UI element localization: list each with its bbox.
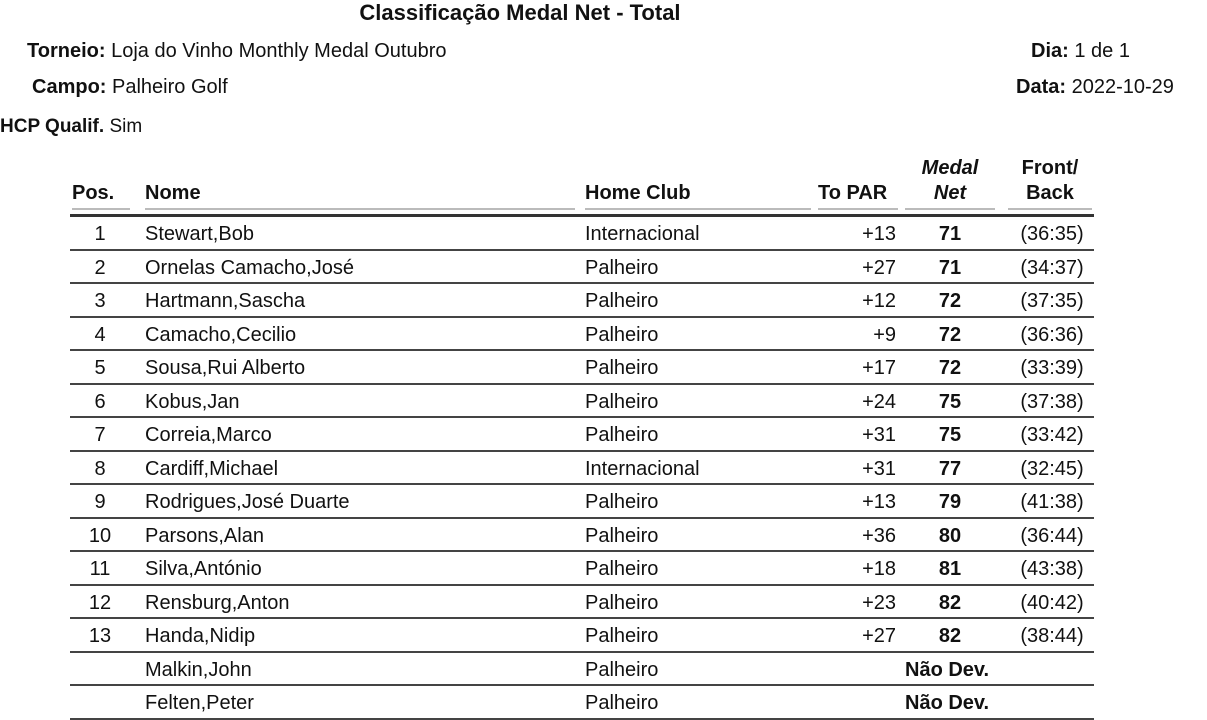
position: 10 — [88, 524, 112, 547]
front-back: (36:44) — [1020, 524, 1084, 547]
hcp-label: HCP Qualif. — [0, 116, 105, 137]
header-front-back-line2: Back — [1026, 182, 1074, 204]
home-club: Palheiro — [585, 290, 659, 312]
to-par: +13 — [862, 491, 896, 513]
front-back: (40:42) — [1020, 591, 1084, 614]
data-label: Data: — [1016, 76, 1067, 98]
torneio-value: Loja do Vinho Monthly Medal Outubro — [111, 40, 447, 62]
player-name: Rensburg,Anton — [145, 591, 290, 614]
table-row — [70, 586, 1094, 620]
header-to-par: To PAR — [818, 181, 898, 210]
player-name: Sousa,Rui Alberto — [145, 357, 306, 379]
medal-net: 82 — [938, 591, 962, 614]
table-row — [70, 485, 1094, 519]
position: 2 — [94, 256, 106, 279]
page-title: Classificação Medal Net - Total — [359, 0, 681, 25]
front-back: (43:38) — [1020, 558, 1084, 580]
header-medal-net — [905, 156, 995, 210]
tournament-info — [27, 40, 446, 63]
front-back: (33:42) — [1020, 424, 1084, 446]
dia-label: Dia: — [1031, 40, 1069, 62]
player-name: Cardiff,Michael — [145, 457, 279, 480]
home-club: Palheiro — [585, 390, 659, 413]
player-name: Camacho,Cecilio — [145, 323, 297, 346]
home-club: Palheiro — [585, 256, 659, 279]
table-row — [70, 351, 1094, 385]
medal-net: 72 — [938, 357, 962, 379]
to-par: +13 — [862, 223, 896, 245]
results-table — [70, 217, 1094, 720]
header-front-back — [1008, 156, 1092, 210]
date-info — [1016, 76, 1174, 99]
to-par: +18 — [862, 558, 896, 580]
player-name: Ornelas Camacho,José — [145, 256, 354, 279]
medal-net: 71 — [938, 256, 962, 279]
medal-net: 81 — [938, 558, 962, 580]
front-back: (32:45) — [1020, 457, 1084, 480]
player-name: Handa,Nidip — [145, 625, 256, 647]
to-par: +27 — [862, 256, 896, 279]
home-club: Internacional — [585, 223, 700, 245]
medal-net: 75 — [938, 390, 962, 413]
to-par: +23 — [862, 591, 896, 614]
medal-net: 71 — [938, 223, 962, 245]
medal-net: 72 — [938, 323, 962, 346]
position: 4 — [94, 323, 106, 346]
table-row — [70, 452, 1094, 486]
hcp-info — [0, 116, 142, 138]
day-info — [1031, 40, 1130, 63]
campo-value: Palheiro Golf — [112, 76, 228, 98]
not-returned: Não Dev. — [905, 658, 990, 681]
position: 7 — [94, 424, 106, 446]
position: 1 — [94, 223, 106, 245]
home-club: Palheiro — [585, 323, 659, 346]
header-medal-net-line1: Medal — [921, 157, 979, 179]
table-row — [70, 318, 1094, 352]
home-club: Palheiro — [585, 625, 659, 647]
front-back: (38:44) — [1020, 625, 1084, 647]
to-par: +36 — [862, 524, 896, 547]
to-par: +9 — [873, 323, 896, 346]
player-name: Correia,Marco — [145, 424, 272, 446]
medal-net: 82 — [938, 625, 962, 647]
table-row — [70, 251, 1094, 285]
data-value: 2022-10-29 — [1071, 76, 1174, 98]
to-par: +24 — [862, 390, 896, 413]
home-club: Palheiro — [585, 357, 659, 379]
hcp-value: Sim — [109, 116, 143, 137]
front-back: (37:38) — [1020, 390, 1084, 413]
front-back: (34:37) — [1020, 256, 1084, 279]
table-row — [70, 653, 1094, 687]
position: 11 — [89, 558, 111, 580]
player-name: Hartmann,Sascha — [145, 290, 306, 312]
front-back: (41:38) — [1020, 491, 1084, 513]
medal-net: 72 — [938, 290, 962, 312]
medal-net: 77 — [938, 457, 962, 480]
position: 13 — [88, 625, 112, 647]
front-back: (36:36) — [1020, 323, 1084, 346]
medal-net: 79 — [938, 491, 962, 513]
table-row — [70, 519, 1094, 553]
player-name: Rodrigues,José Duarte — [145, 491, 350, 513]
player-name: Malkin,John — [145, 658, 252, 681]
header-front-back-line1: Front/ — [1021, 157, 1079, 179]
home-club: Palheiro — [585, 524, 659, 547]
home-club: Palheiro — [585, 491, 659, 513]
home-club: Palheiro — [585, 591, 659, 614]
home-club: Palheiro — [585, 658, 659, 681]
player-name: Felten,Peter — [145, 692, 254, 714]
dia-value: 1 de 1 — [1074, 40, 1130, 62]
table-row — [70, 619, 1094, 653]
player-name: Parsons,Alan — [145, 524, 264, 547]
header-nome: Nome — [145, 181, 575, 210]
medal-net: 75 — [938, 424, 962, 446]
to-par: +12 — [862, 290, 896, 312]
front-back: (36:35) — [1020, 223, 1084, 245]
player-name: Stewart,Bob — [145, 223, 254, 245]
course-info — [32, 76, 228, 99]
table-row — [70, 385, 1094, 419]
to-par: +31 — [862, 457, 896, 480]
front-back: (33:39) — [1020, 357, 1084, 379]
table-row — [70, 552, 1094, 586]
home-club: Palheiro — [585, 692, 659, 714]
position: 8 — [94, 457, 106, 480]
to-par: +31 — [862, 424, 896, 446]
table-row — [70, 217, 1094, 251]
position: 3 — [94, 290, 106, 312]
player-name: Kobus,Jan — [145, 390, 240, 413]
table-row — [70, 418, 1094, 452]
home-club: Internacional — [585, 457, 700, 480]
header-home-club: Home Club — [585, 181, 811, 210]
table-row — [70, 284, 1094, 318]
player-name: Silva,António — [145, 558, 262, 580]
table-row — [70, 686, 1094, 720]
home-club: Palheiro — [585, 558, 659, 580]
position: 6 — [94, 390, 106, 413]
header-pos: Pos. — [72, 181, 130, 210]
header-medal-net-line2: Net — [933, 182, 967, 204]
front-back: (37:35) — [1020, 290, 1084, 312]
medal-net: 80 — [938, 524, 962, 547]
home-club: Palheiro — [585, 424, 659, 446]
table-header — [0, 150, 1207, 214]
campo-label: Campo: — [32, 76, 107, 98]
position: 5 — [94, 357, 106, 379]
position: 12 — [88, 591, 112, 614]
not-returned: Não Dev. — [905, 692, 990, 714]
to-par: +17 — [862, 357, 896, 379]
torneio-label: Torneio: — [27, 40, 106, 62]
position: 9 — [94, 491, 106, 513]
to-par: +27 — [862, 625, 896, 647]
